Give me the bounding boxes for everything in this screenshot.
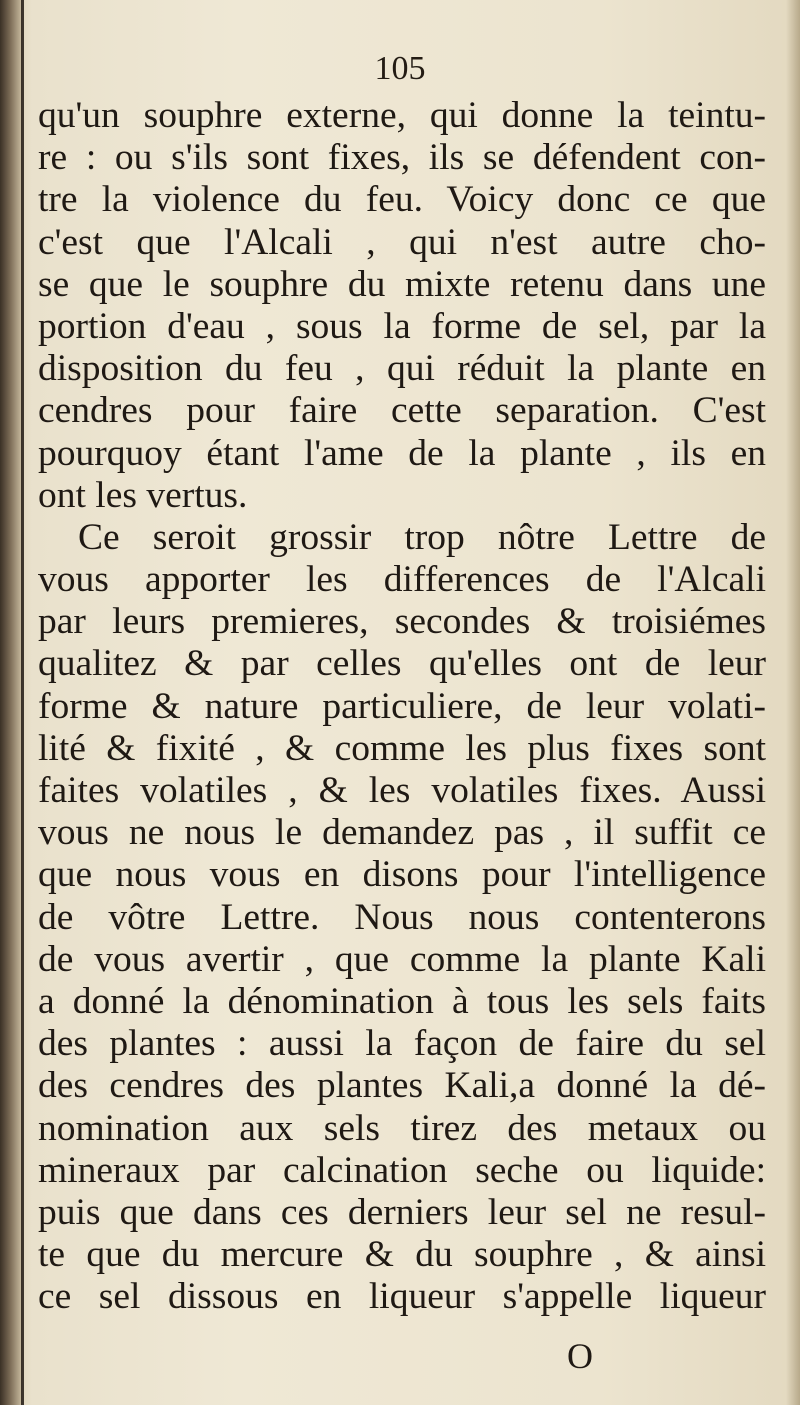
text-line: qualitez & par celles qu'elles ont de leur (38, 643, 766, 685)
text-line: vous apporter les differences de l'Alcali (38, 559, 766, 601)
text-line: c'est que l'Alcali , qui n'est autre cho- (38, 221, 766, 263)
page-number: 105 (374, 50, 426, 87)
text-line-paragraph-start: Ce seroit grossir trop nôtre Lettre de (78, 516, 766, 558)
signature-mark: O (567, 1336, 593, 1376)
text-line: disposition du feu , qui réduit la plante en (38, 348, 766, 390)
text-line: se que le souphre du mixte retenu dans une (38, 263, 766, 305)
text-line: re : ou s'ils sont fixes, ils se défendent con- (38, 137, 766, 179)
text-line: que nous vous en disons pour l'intelligence (38, 854, 766, 896)
text-line: des plantes : aussi la façon de faire du sel (38, 1023, 766, 1065)
book-spine-shadow (0, 0, 22, 1405)
text-line: qu'un souphre externe, qui donne la teintu- (38, 95, 766, 136)
text-line: par leurs premieres, secondes & troisiémes (38, 601, 766, 643)
page-body-text (38, 95, 766, 1318)
text-line: puis que dans ces derniers leur sel ne resul- (38, 1191, 766, 1233)
text-line: mineraux par calcination seche ou liquide: (38, 1149, 766, 1191)
text-line: faites volatiles , & les volatiles fixes. Aussi (38, 770, 766, 811)
text-line: a donné la dénomination à tous les sels faits (38, 980, 766, 1022)
text-line-paragraph-end: ont les vertus. (38, 474, 248, 516)
text-line: de vôtre Lettre. Nous nous contenterons (38, 896, 766, 938)
text-line: ce sel dissous en liqueur s'appelle liqueur (38, 1276, 766, 1318)
text-line: nomination aux sels tirez des metaux ou (38, 1107, 766, 1149)
text-line: pourquoy étant l'ame de la plante , ils en (38, 432, 766, 474)
text-line: lité & fixité , & comme les plus fixes sont (38, 727, 766, 769)
text-line: de vous avertir , que comme la plante Kali (38, 938, 766, 980)
text-line: forme & nature particuliere, de leur volati- (38, 685, 766, 727)
text-line: des cendres des plantes Kali,a donné la dé- (38, 1065, 766, 1107)
text-line: vous ne nous le demandez pas , il suffit ce (38, 812, 766, 854)
text-line: cendres pour faire cette separation. C'est (38, 390, 766, 432)
page-edge-shadow (786, 0, 800, 1405)
text-line: te que du mercure & du souphre , & ainsi (38, 1234, 766, 1276)
text-line: portion d'eau , sous la forme de sel, par la (38, 305, 766, 347)
text-line: tre la violence du feu. Voicy donc ce que (38, 179, 766, 221)
gutter-line (21, 0, 24, 1405)
